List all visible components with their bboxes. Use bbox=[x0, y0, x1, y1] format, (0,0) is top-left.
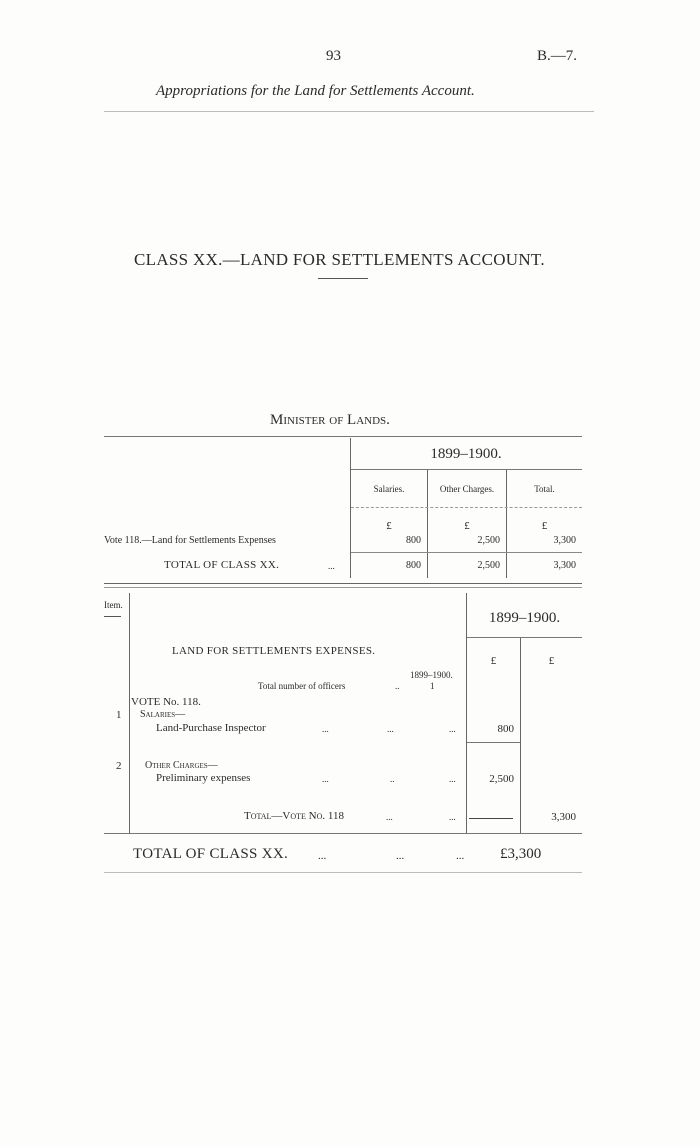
summary-total-salaries: 800 bbox=[406, 560, 421, 571]
detail-currency-1: £ bbox=[490, 655, 497, 667]
grand-total-rule bbox=[104, 872, 582, 873]
summary-subtotal-rule bbox=[351, 552, 582, 553]
summary-bottom-rule-2 bbox=[104, 587, 582, 588]
item-amount-rule bbox=[467, 742, 520, 743]
total-vote-label: Total—Vote No. 118 bbox=[244, 810, 344, 822]
item-col-divider bbox=[129, 593, 130, 833]
summary-total-total: 3,300 bbox=[553, 560, 576, 571]
summary-year: 1899–1900. bbox=[430, 446, 502, 462]
amount-subcol-divider bbox=[520, 638, 521, 833]
section-title: LAND FOR SETTLEMENTS EXPENSES. bbox=[172, 645, 376, 657]
grand-total-dots: ... bbox=[396, 850, 405, 862]
currency-other: £ bbox=[464, 520, 470, 532]
officers-dots: .. bbox=[395, 681, 400, 691]
summary-total-label: TOTAL OF CLASS XX. bbox=[164, 559, 280, 571]
heading-underline bbox=[318, 278, 368, 279]
total-vote-dots: ... bbox=[386, 812, 393, 822]
item-column-header: Item. bbox=[104, 600, 123, 610]
item-dots: ... bbox=[322, 774, 329, 784]
item-dots: ... bbox=[449, 724, 456, 734]
summary-total-dots: ... bbox=[328, 561, 335, 571]
col-other-charges-header: Other Charges. bbox=[439, 484, 495, 494]
summary-year-rule bbox=[351, 469, 582, 470]
summary-vote-total: 3,300 bbox=[553, 535, 576, 546]
summary-vote-salaries: 800 bbox=[406, 535, 421, 546]
header-rule bbox=[104, 111, 594, 112]
document-reference: B.—7. bbox=[537, 48, 578, 64]
item-dots: ... bbox=[387, 724, 394, 734]
col-total-header: Total. bbox=[534, 484, 555, 494]
officers-year: 1899–1900. bbox=[410, 670, 453, 680]
summary-header-rule bbox=[351, 507, 582, 508]
detail-currency-2: £ bbox=[548, 655, 555, 667]
item-number: 1 bbox=[116, 709, 122, 721]
total-vote-rule bbox=[469, 818, 513, 819]
summary-total-other: 2,500 bbox=[477, 560, 500, 571]
currency-salaries: £ bbox=[386, 520, 392, 532]
amount-col-divider bbox=[466, 593, 467, 833]
item-category: Other Charges— bbox=[145, 760, 218, 771]
item-number: 2 bbox=[116, 760, 122, 772]
item-description: Preliminary expenses bbox=[156, 772, 251, 784]
page-number: 93 bbox=[326, 48, 341, 64]
col-salaries-header: Salaries. bbox=[373, 484, 405, 494]
item-dots: ... bbox=[322, 724, 329, 734]
summary-bottom-rule-1 bbox=[104, 583, 582, 584]
item-dots: ... bbox=[449, 774, 456, 784]
summary-top-rule bbox=[104, 436, 582, 437]
item-header-rule bbox=[104, 616, 121, 617]
officers-count: 1 bbox=[430, 681, 435, 691]
detail-year: 1899–1900. bbox=[488, 610, 561, 626]
item-amount: 800 bbox=[497, 723, 514, 735]
item-category: Salaries— bbox=[140, 709, 186, 720]
officers-label: Total number of officers bbox=[258, 681, 346, 691]
summary-vote-other: 2,500 bbox=[477, 535, 500, 546]
grand-total-label: TOTAL OF CLASS XX. bbox=[133, 846, 289, 862]
detail-year-rule bbox=[467, 637, 582, 638]
grand-total-amount: £3,300 bbox=[500, 846, 542, 862]
item-amount: 2,500 bbox=[489, 773, 514, 785]
currency-total: £ bbox=[541, 520, 548, 532]
grand-total-dots: ... bbox=[456, 850, 465, 862]
running-title: Appropriations for the Land for Settlements Account. bbox=[156, 83, 475, 99]
minister-heading: Minister of Lands. bbox=[270, 412, 390, 428]
item-description: Land-Purchase Inspector bbox=[156, 722, 266, 734]
summary-vote-label: Vote 118.—Land for Settlements Expenses bbox=[104, 535, 276, 546]
class-heading: CLASS XX.—LAND FOR SETTLEMENTS ACCOUNT. bbox=[134, 250, 545, 269]
vote-label: VOTE No. 118. bbox=[131, 696, 201, 708]
total-vote-dots: ... bbox=[449, 812, 456, 822]
detail-bottom-rule bbox=[104, 833, 582, 834]
grand-total-dots: ... bbox=[318, 850, 327, 862]
total-vote-amount: 3,300 bbox=[551, 811, 576, 823]
item-dots: .. bbox=[390, 774, 395, 784]
